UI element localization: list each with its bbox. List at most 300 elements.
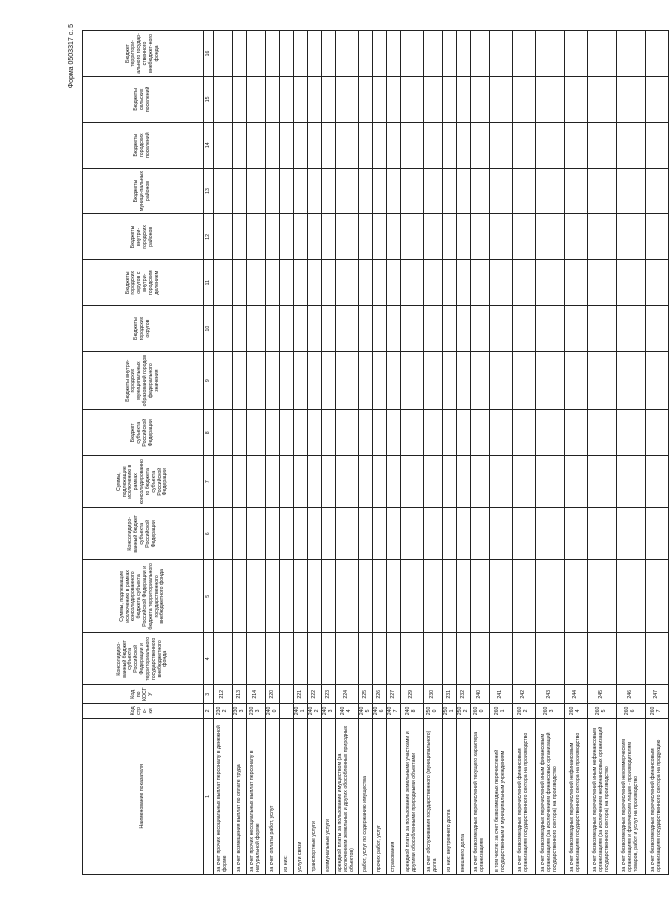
value-cell bbox=[457, 351, 471, 409]
value-cell bbox=[322, 633, 336, 685]
value-cell bbox=[322, 260, 336, 306]
value-cell bbox=[294, 122, 308, 168]
value-cell bbox=[471, 122, 490, 168]
value-cell bbox=[266, 260, 280, 306]
value-cell bbox=[359, 306, 373, 352]
table-row bbox=[359, 31, 373, 875]
value-cell bbox=[308, 633, 322, 685]
value-cell bbox=[617, 260, 646, 306]
value-cell bbox=[247, 260, 266, 306]
value-cell bbox=[588, 456, 617, 508]
value-cell bbox=[646, 260, 669, 306]
table-row bbox=[401, 31, 424, 875]
line-code: 2404 bbox=[336, 704, 359, 719]
value-cell bbox=[513, 560, 536, 633]
indicator-name: за счет безвозмездных перечислений иным нефинансовым организациям (за исключением нефинансовых организаций государственного сектора) на производство bbox=[588, 718, 617, 874]
value-cell bbox=[565, 168, 588, 214]
kosgu-code: 226 bbox=[373, 685, 387, 704]
kosgu-code: 240 bbox=[471, 685, 490, 704]
value-cell bbox=[233, 351, 247, 409]
kosgu-code: 242 bbox=[513, 685, 536, 704]
report-table bbox=[82, 30, 669, 875]
value-cell bbox=[513, 306, 536, 352]
value-cell bbox=[617, 76, 646, 122]
kosgu-code: 241 bbox=[490, 685, 513, 704]
value-cell bbox=[214, 214, 233, 260]
table-row bbox=[490, 31, 513, 875]
value-cell bbox=[471, 351, 490, 409]
line-code: 2500 bbox=[424, 704, 443, 719]
value-cell bbox=[373, 351, 387, 409]
value-cell bbox=[322, 31, 336, 77]
value-cell bbox=[401, 306, 424, 352]
value-cell bbox=[336, 122, 359, 168]
kosgu-code: 230 bbox=[424, 685, 443, 704]
line-code: 2501 bbox=[443, 704, 457, 719]
table-row bbox=[536, 31, 565, 875]
line-code bbox=[280, 704, 294, 719]
value-cell bbox=[443, 31, 457, 77]
value-cell bbox=[457, 456, 471, 508]
value-cell bbox=[359, 560, 373, 633]
value-cell bbox=[336, 31, 359, 77]
line-code: 2303 bbox=[233, 704, 247, 719]
kosgu-code: 232 bbox=[457, 685, 471, 704]
value-cell bbox=[536, 260, 565, 306]
value-cell bbox=[565, 122, 588, 168]
value-cell bbox=[588, 410, 617, 456]
kosgu-code: 221 bbox=[294, 685, 308, 704]
value-cell bbox=[322, 306, 336, 352]
value-cell bbox=[373, 76, 387, 122]
column-number: 2 bbox=[204, 704, 214, 719]
value-cell bbox=[457, 306, 471, 352]
value-cell bbox=[424, 560, 443, 633]
value-cell bbox=[322, 560, 336, 633]
table-row bbox=[247, 31, 266, 875]
header-row bbox=[83, 31, 204, 875]
kosgu-code: 244 bbox=[565, 685, 588, 704]
value-cell bbox=[387, 76, 401, 122]
value-cell bbox=[646, 560, 669, 633]
value-cell bbox=[280, 351, 294, 409]
value-cell bbox=[588, 31, 617, 77]
indicator-name: из них: внутреннего долга bbox=[443, 718, 457, 874]
value-cell bbox=[490, 260, 513, 306]
value-cell bbox=[336, 456, 359, 508]
value-cell bbox=[424, 260, 443, 306]
kosgu-code: 224 bbox=[336, 685, 359, 704]
indicator-name: арендной платы за пользование земельными участками и другими обособленными природными объектами bbox=[401, 718, 424, 874]
value-cell bbox=[646, 122, 669, 168]
value-cell bbox=[490, 306, 513, 352]
value-cell bbox=[294, 633, 308, 685]
kosgu-code: 245 bbox=[588, 685, 617, 704]
value-cell bbox=[490, 351, 513, 409]
value-cell bbox=[443, 122, 457, 168]
value-cell bbox=[308, 456, 322, 508]
table-row bbox=[565, 31, 588, 875]
value-cell bbox=[266, 560, 280, 633]
value-cell bbox=[280, 508, 294, 560]
value-cell bbox=[588, 168, 617, 214]
column-header: Бюджеты муници-пальных районов bbox=[83, 168, 204, 214]
line-code: 2302 bbox=[214, 704, 233, 719]
value-cell bbox=[617, 508, 646, 560]
value-cell bbox=[617, 122, 646, 168]
value-cell bbox=[373, 31, 387, 77]
value-cell bbox=[513, 31, 536, 77]
value-cell bbox=[247, 508, 266, 560]
value-cell bbox=[588, 76, 617, 122]
value-cell bbox=[617, 456, 646, 508]
indicator-name: за счет обслуживания государственного (муниципального) долга bbox=[424, 718, 443, 874]
value-cell bbox=[457, 31, 471, 77]
value-cell bbox=[646, 168, 669, 214]
column-header: Консолидиро-ванный бюджет субъекта Российской Федерации bbox=[83, 508, 204, 560]
value-cell bbox=[373, 410, 387, 456]
value-cell bbox=[617, 410, 646, 456]
column-number: 8 bbox=[204, 410, 214, 456]
value-cell bbox=[490, 214, 513, 260]
value-cell bbox=[401, 260, 424, 306]
value-cell bbox=[646, 456, 669, 508]
column-header: Суммы, подлежащие исключению в рамках консолидированного бюджета субъекта Российской Федерации bbox=[83, 456, 204, 508]
indicator-name: в том числе: за счет безвозмездных перечислений государственным и муниципальным учреждениям bbox=[490, 718, 513, 874]
value-cell bbox=[359, 31, 373, 77]
kosgu-code: 231 bbox=[443, 685, 457, 704]
value-cell bbox=[471, 31, 490, 77]
value-cell bbox=[457, 633, 471, 685]
value-cell bbox=[565, 76, 588, 122]
value-cell bbox=[359, 260, 373, 306]
indicator-name: работ, услуг по содержанию имущества bbox=[359, 718, 373, 874]
value-cell bbox=[424, 168, 443, 214]
value-cell bbox=[247, 214, 266, 260]
value-cell bbox=[214, 633, 233, 685]
value-cell bbox=[536, 306, 565, 352]
value-cell bbox=[266, 508, 280, 560]
value-cell bbox=[443, 410, 457, 456]
column-header: Бюджет территори-ального государ-ственного внебюджет-ного фонда bbox=[83, 31, 204, 77]
value-cell bbox=[308, 508, 322, 560]
value-cell bbox=[646, 31, 669, 77]
value-cell bbox=[471, 633, 490, 685]
column-number: 10 bbox=[204, 306, 214, 352]
value-cell bbox=[443, 306, 457, 352]
value-cell bbox=[457, 76, 471, 122]
value-cell bbox=[308, 306, 322, 352]
value-cell bbox=[536, 122, 565, 168]
column-number: 7 bbox=[204, 456, 214, 508]
table-row bbox=[646, 31, 669, 875]
value-cell bbox=[280, 31, 294, 77]
value-cell bbox=[359, 76, 373, 122]
table-row bbox=[588, 31, 617, 875]
indicator-name: страхования bbox=[387, 718, 401, 874]
value-cell bbox=[646, 214, 669, 260]
value-cell bbox=[373, 168, 387, 214]
value-cell bbox=[565, 306, 588, 352]
value-cell bbox=[617, 351, 646, 409]
table-row bbox=[214, 31, 233, 875]
column-header: Код по КОСГУ bbox=[83, 685, 204, 704]
value-cell bbox=[617, 168, 646, 214]
value-cell bbox=[336, 76, 359, 122]
value-cell bbox=[536, 456, 565, 508]
value-cell bbox=[336, 306, 359, 352]
value-cell bbox=[387, 122, 401, 168]
value-cell bbox=[387, 351, 401, 409]
value-cell bbox=[401, 76, 424, 122]
value-cell bbox=[266, 306, 280, 352]
value-cell bbox=[294, 410, 308, 456]
value-cell bbox=[443, 260, 457, 306]
table-row bbox=[233, 31, 247, 875]
column-header: Суммы, подлежащие исключению в рамках консолидированного бюджета субъекта Российской Федерации и бюджета территориального государственного внебюджетного фонда bbox=[83, 560, 204, 633]
line-code: 2607 bbox=[646, 704, 669, 719]
value-cell bbox=[266, 168, 280, 214]
value-cell bbox=[373, 508, 387, 560]
kosgu-code: 243 bbox=[536, 685, 565, 704]
line-code: 2406 bbox=[373, 704, 387, 719]
value-cell bbox=[443, 351, 457, 409]
value-cell bbox=[588, 306, 617, 352]
value-cell bbox=[424, 76, 443, 122]
value-cell bbox=[336, 560, 359, 633]
line-code: 2605 bbox=[588, 704, 617, 719]
line-code: 2407 bbox=[387, 704, 401, 719]
value-cell bbox=[336, 260, 359, 306]
value-cell bbox=[536, 633, 565, 685]
value-cell bbox=[294, 306, 308, 352]
value-cell bbox=[565, 633, 588, 685]
value-cell bbox=[322, 214, 336, 260]
value-cell bbox=[513, 456, 536, 508]
value-cell bbox=[214, 76, 233, 122]
value-cell bbox=[424, 351, 443, 409]
kosgu-code bbox=[280, 685, 294, 704]
value-cell bbox=[294, 456, 308, 508]
value-cell bbox=[294, 31, 308, 77]
value-cell bbox=[336, 508, 359, 560]
table-row bbox=[294, 31, 308, 875]
value-cell bbox=[373, 456, 387, 508]
value-cell bbox=[490, 76, 513, 122]
kosgu-code: 212 bbox=[214, 685, 233, 704]
value-cell bbox=[646, 508, 669, 560]
value-cell bbox=[322, 456, 336, 508]
value-cell bbox=[294, 168, 308, 214]
value-cell bbox=[536, 214, 565, 260]
line-code: 2405 bbox=[359, 704, 373, 719]
value-cell bbox=[443, 214, 457, 260]
value-cell bbox=[513, 260, 536, 306]
value-cell bbox=[443, 456, 457, 508]
value-cell bbox=[401, 456, 424, 508]
line-code: 2402 bbox=[308, 704, 322, 719]
line-code: 2403 bbox=[322, 704, 336, 719]
value-cell bbox=[373, 214, 387, 260]
line-code: 2408 bbox=[401, 704, 424, 719]
line-code: 2400 bbox=[266, 704, 280, 719]
column-header: Код стро-ки bbox=[83, 704, 204, 719]
value-cell bbox=[424, 31, 443, 77]
value-cell bbox=[359, 122, 373, 168]
value-cell bbox=[336, 633, 359, 685]
kosgu-code: 229 bbox=[401, 685, 424, 704]
value-cell bbox=[513, 122, 536, 168]
value-cell bbox=[424, 633, 443, 685]
value-cell bbox=[401, 168, 424, 214]
value-cell bbox=[247, 168, 266, 214]
value-cell bbox=[457, 122, 471, 168]
table-row bbox=[387, 31, 401, 875]
value-cell bbox=[471, 214, 490, 260]
line-code: 2600 bbox=[471, 704, 490, 719]
column-header: Бюджеты внутри-городских районов bbox=[83, 214, 204, 260]
value-cell bbox=[646, 351, 669, 409]
value-cell bbox=[214, 260, 233, 306]
value-cell bbox=[266, 122, 280, 168]
table-row bbox=[513, 31, 536, 875]
column-number: 15 bbox=[204, 76, 214, 122]
value-cell bbox=[322, 410, 336, 456]
value-cell bbox=[266, 76, 280, 122]
value-cell bbox=[280, 560, 294, 633]
value-cell bbox=[233, 560, 247, 633]
value-cell bbox=[490, 168, 513, 214]
value-cell bbox=[359, 633, 373, 685]
line-code: 2303 bbox=[247, 704, 266, 719]
value-cell bbox=[424, 410, 443, 456]
table-row bbox=[280, 31, 294, 875]
value-cell bbox=[646, 306, 669, 352]
value-cell bbox=[308, 410, 322, 456]
value-cell bbox=[294, 214, 308, 260]
table-row bbox=[308, 31, 322, 875]
value-cell bbox=[401, 214, 424, 260]
value-cell bbox=[401, 31, 424, 77]
value-cell bbox=[513, 351, 536, 409]
value-cell bbox=[617, 214, 646, 260]
column-header: Бюджеты городских округов с внутри-городским делением bbox=[83, 260, 204, 306]
value-cell bbox=[308, 214, 322, 260]
value-cell bbox=[359, 508, 373, 560]
value-cell bbox=[424, 122, 443, 168]
value-cell bbox=[308, 168, 322, 214]
value-cell bbox=[233, 76, 247, 122]
column-header: Бюджеты городских округов bbox=[83, 306, 204, 352]
value-cell bbox=[457, 260, 471, 306]
value-cell bbox=[588, 508, 617, 560]
value-cell bbox=[280, 410, 294, 456]
column-number-row bbox=[204, 31, 214, 875]
value-cell bbox=[280, 456, 294, 508]
table-row bbox=[336, 31, 359, 875]
value-cell bbox=[424, 306, 443, 352]
column-header: Консолидиро-ванный бюджет субъекта Российской Федерации и территориального государственного внебюджетного фонда bbox=[83, 633, 204, 685]
value-cell bbox=[565, 560, 588, 633]
value-cell bbox=[280, 76, 294, 122]
indicator-name: за счет прочих несоциальных выплат персоналу в денежной форме bbox=[214, 718, 233, 874]
value-cell bbox=[266, 456, 280, 508]
value-cell bbox=[266, 410, 280, 456]
value-cell bbox=[214, 306, 233, 352]
value-cell bbox=[373, 306, 387, 352]
value-cell bbox=[387, 633, 401, 685]
column-number: 13 bbox=[204, 168, 214, 214]
value-cell bbox=[646, 76, 669, 122]
value-cell bbox=[294, 260, 308, 306]
value-cell bbox=[308, 122, 322, 168]
form-code: Форма 0503317 с. 5 bbox=[68, 24, 75, 89]
line-code: 2502 bbox=[457, 704, 471, 719]
value-cell bbox=[247, 306, 266, 352]
value-cell bbox=[359, 456, 373, 508]
value-cell bbox=[387, 306, 401, 352]
value-cell bbox=[565, 456, 588, 508]
value-cell bbox=[247, 633, 266, 685]
table-row bbox=[443, 31, 457, 875]
value-cell bbox=[471, 410, 490, 456]
value-cell bbox=[565, 31, 588, 77]
value-cell bbox=[308, 31, 322, 77]
value-cell bbox=[617, 560, 646, 633]
indicator-name: за счет безвозмездных перечислений нефинансовым организациям государственного сектора на производство bbox=[565, 718, 588, 874]
value-cell bbox=[457, 214, 471, 260]
kosgu-code: 227 bbox=[387, 685, 401, 704]
value-cell bbox=[214, 560, 233, 633]
value-cell bbox=[387, 560, 401, 633]
value-cell bbox=[424, 508, 443, 560]
value-cell bbox=[233, 633, 247, 685]
kosgu-code: 220 bbox=[266, 685, 280, 704]
table-row bbox=[471, 31, 490, 875]
value-cell bbox=[387, 508, 401, 560]
table-row bbox=[373, 31, 387, 875]
value-cell bbox=[322, 168, 336, 214]
column-number: 12 bbox=[204, 214, 214, 260]
indicator-name: за счет безвозмездных перечислений текущего характера организациям bbox=[471, 718, 490, 874]
column-number: 6 bbox=[204, 508, 214, 560]
value-cell bbox=[490, 410, 513, 456]
value-cell bbox=[513, 168, 536, 214]
indicator-name: за счет безвозмездных перечислений иным финансовым организациям (за исключением финансовых организаций государственного сектора) на производство bbox=[536, 718, 565, 874]
value-cell bbox=[359, 410, 373, 456]
value-cell bbox=[646, 633, 669, 685]
indicator-name: за счет безвозмездных перечислений финансовым организациям государственного сектора на продукцию bbox=[646, 718, 669, 874]
value-cell bbox=[247, 31, 266, 77]
value-cell bbox=[233, 508, 247, 560]
value-cell bbox=[588, 260, 617, 306]
value-cell bbox=[280, 633, 294, 685]
value-cell bbox=[294, 560, 308, 633]
value-cell bbox=[471, 168, 490, 214]
value-cell bbox=[233, 260, 247, 306]
value-cell bbox=[214, 168, 233, 214]
kosgu-code: 223 bbox=[322, 685, 336, 704]
value-cell bbox=[490, 122, 513, 168]
value-cell bbox=[336, 214, 359, 260]
value-cell bbox=[401, 633, 424, 685]
value-cell bbox=[214, 410, 233, 456]
indicator-name: за счет безвозмездных перечислений финансовым организациям государственного сектора на производство bbox=[513, 718, 536, 874]
value-cell bbox=[471, 456, 490, 508]
value-cell bbox=[536, 410, 565, 456]
value-cell bbox=[424, 456, 443, 508]
value-cell bbox=[401, 410, 424, 456]
